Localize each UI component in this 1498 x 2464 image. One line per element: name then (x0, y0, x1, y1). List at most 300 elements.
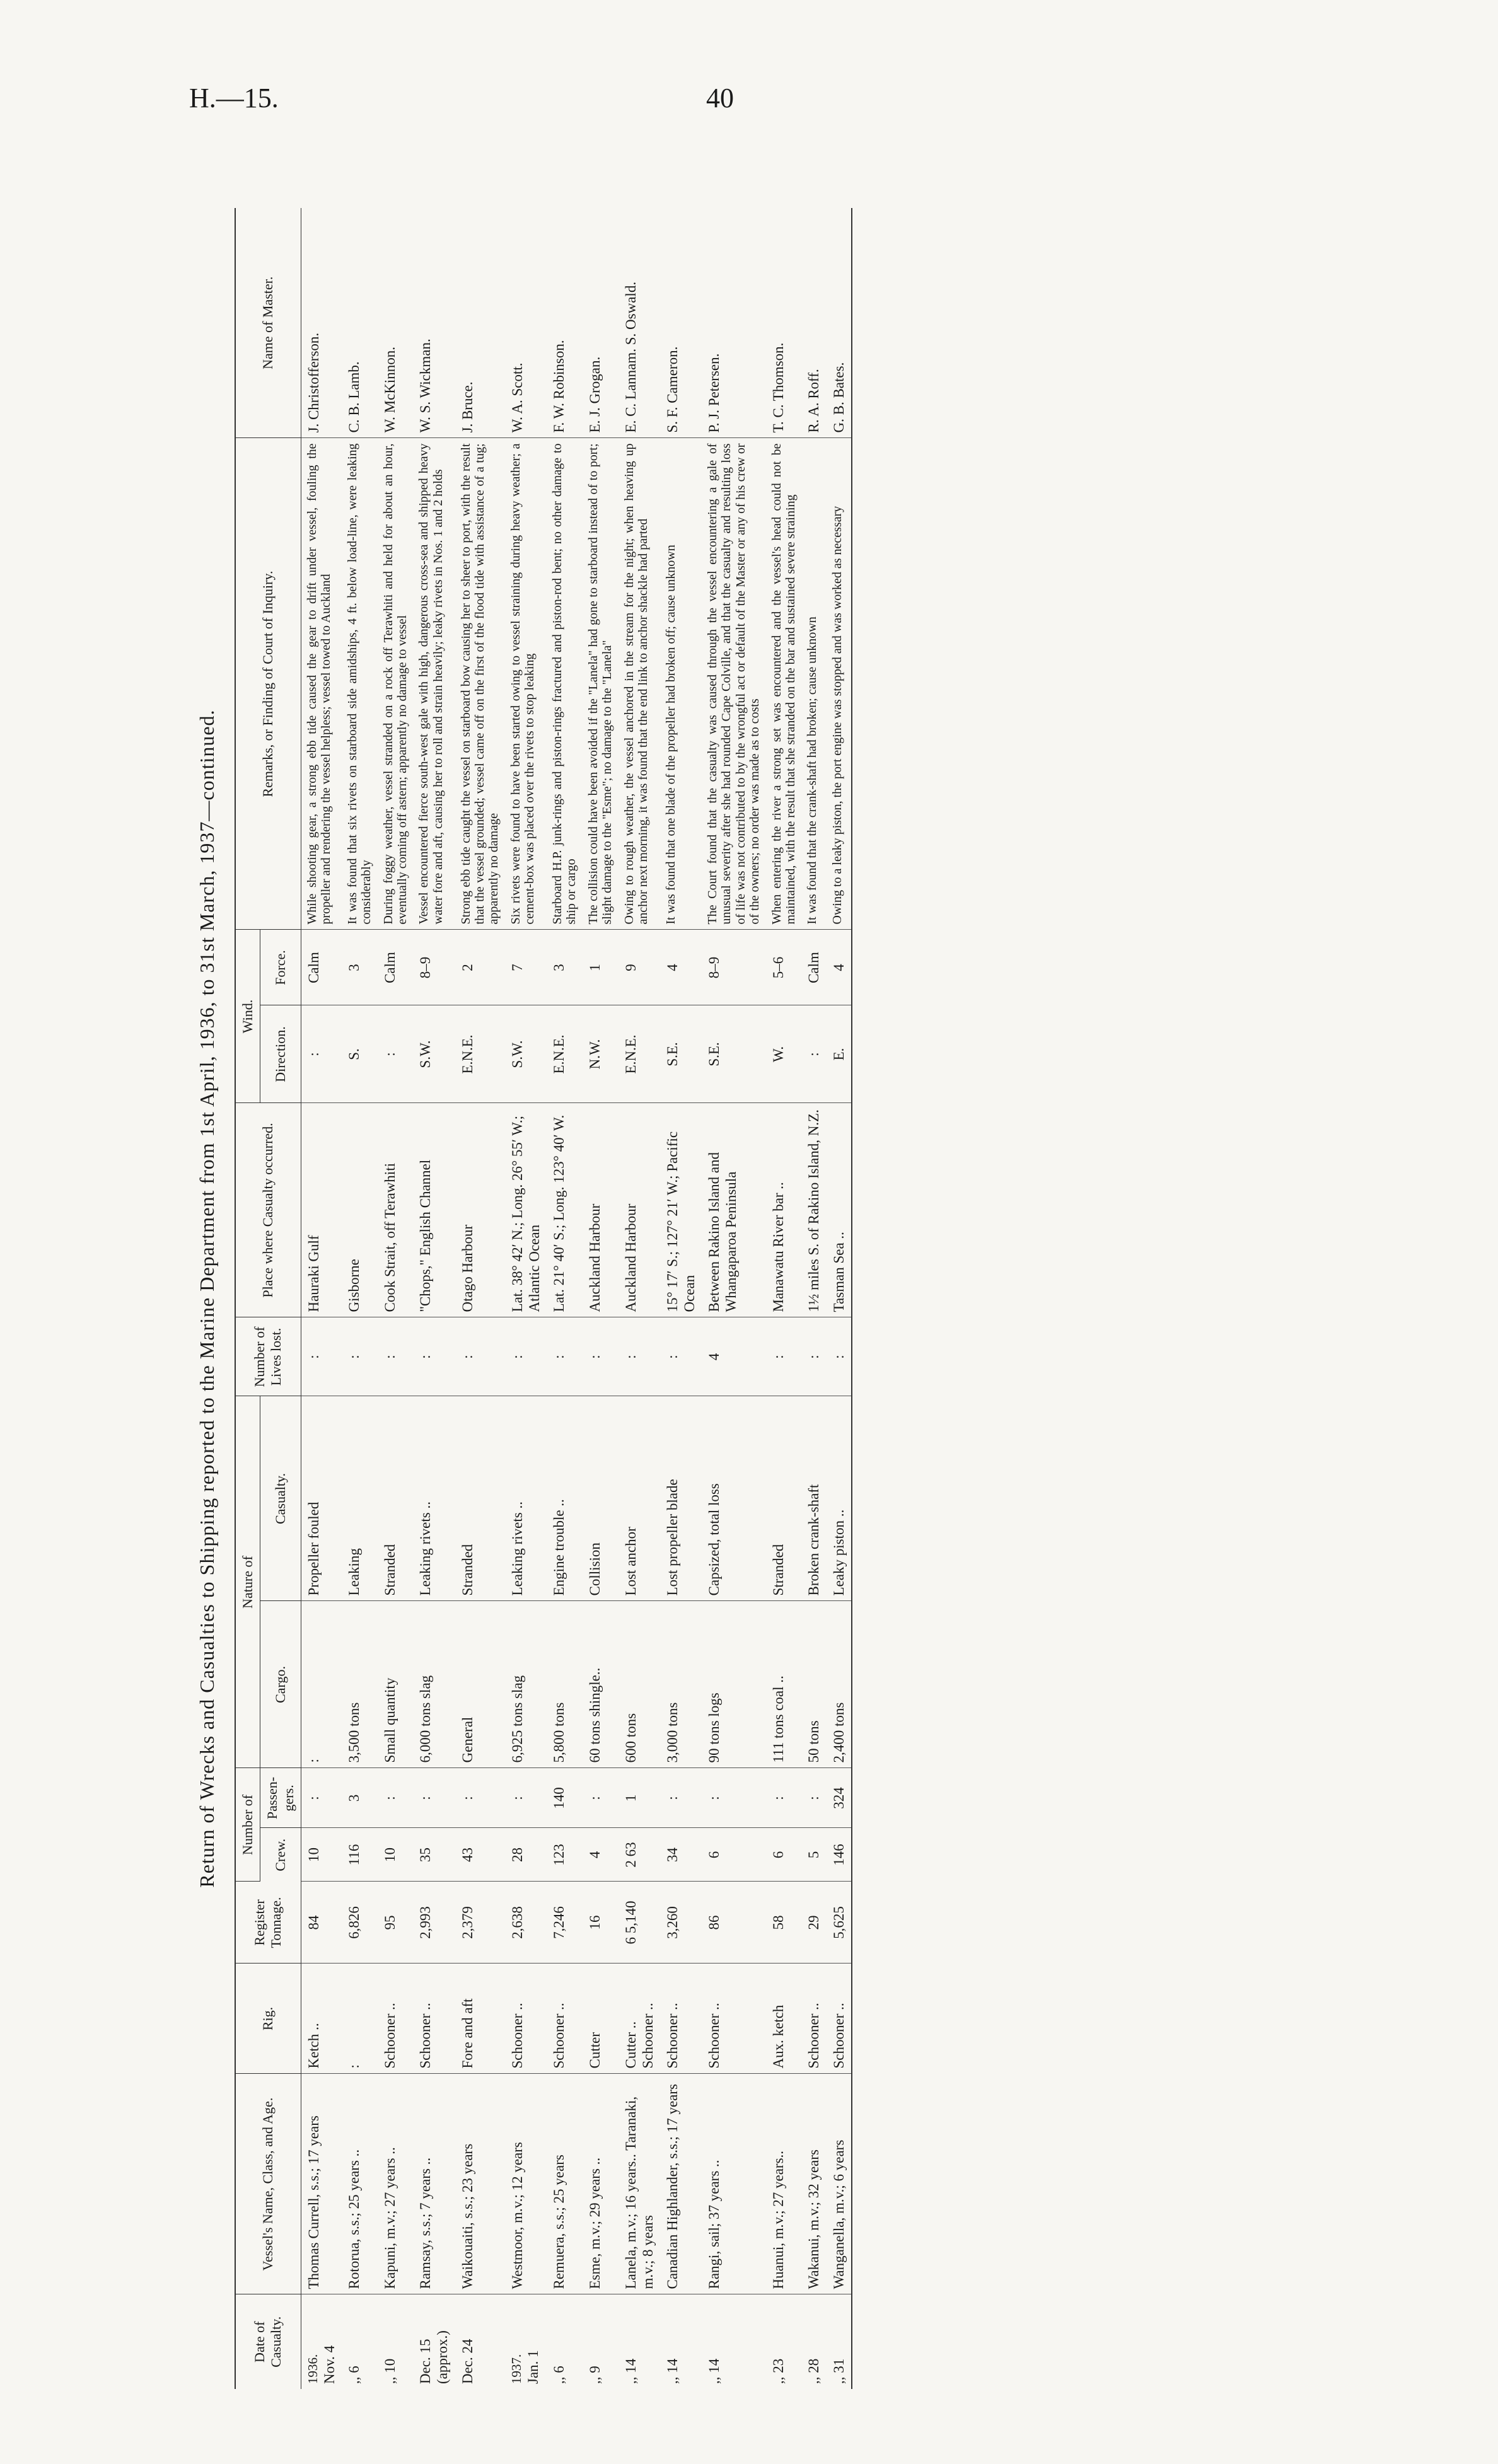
cell-rig (827, 1964, 852, 2074)
cell-wind-force-text: 8–9 (417, 956, 434, 979)
cell-wind-force (801, 930, 826, 1005)
cell-vessel-text: Canadian Highlander, s.s.; 17 years (664, 2084, 680, 2289)
cell-wind-direction-text: W. (770, 1046, 786, 1063)
cell-tonnage (342, 1882, 378, 1964)
table-row (583, 208, 618, 2389)
cell-rig-text: Ketch .. (305, 2023, 322, 2069)
cell-date-text: ,, 28 (806, 2358, 822, 2384)
cell-place-text: Gisborne (345, 1259, 362, 1312)
cell-remarks-text: The Court found that the casualty was caused through the vessel encountering a gale of unusual severity after she had rounded Cape Colville, and that the casualty and resulting loss of life was not contributed to by the wrongful act or default of the Master or any of his crew or of the owners; no order was made as to costs (705, 443, 762, 925)
cell-date-text: ,, 6 (345, 2366, 362, 2384)
cell-cargo (583, 1601, 618, 1768)
cell-passengers (660, 1768, 702, 1828)
cell-rig (342, 1964, 378, 2074)
cell-casualty-text: Lost anchor (622, 1527, 639, 1596)
cell-tonnage (505, 1882, 547, 1964)
cell-lives-text: : (664, 1355, 680, 1359)
table-row (801, 208, 826, 2389)
cell-passengers (505, 1768, 547, 1828)
cell-cargo-text: 5,800 tons (550, 1702, 567, 1763)
cell-passengers-text: : (706, 1796, 723, 1800)
cell-master (801, 208, 826, 438)
cell-remarks-text: Owing to rough weather, the vessel anchored in the stream for the night; when heaving up anchor next morning, it was found that the end link to anchor shackle had parted (622, 443, 650, 925)
table-row (301, 208, 341, 2389)
cell-remarks-text: Owing to a leaky piston, the port engine was stopped and was worked as necessary (830, 506, 844, 925)
cell-passengers-text: 3 (345, 1794, 362, 1802)
cell-cargo-text: 3,000 tons (664, 1702, 680, 1763)
cell-passengers-text: : (381, 1796, 398, 1800)
cell-lives (583, 1317, 618, 1396)
cell-place-text: Tasman Sea .. (830, 1232, 847, 1312)
cell-lives (378, 1317, 414, 1396)
cell-cargo-text: 6,000 tons slag (417, 1675, 434, 1763)
cell-wind-direction (660, 1005, 702, 1103)
cell-lives-text: : (830, 1355, 847, 1359)
cell-cargo (766, 1601, 802, 1768)
cell-place (583, 1103, 618, 1317)
cell-cargo-text: 3,500 tons (345, 1702, 362, 1763)
cell-lives (660, 1317, 702, 1396)
cell-rig-text: : (345, 2064, 362, 2069)
cell-vessel (342, 2074, 378, 2294)
cell-crew (583, 1828, 618, 1882)
cell-lives-text: : (459, 1355, 475, 1359)
cell-casualty (660, 1396, 702, 1601)
cell-crew (766, 1828, 802, 1882)
cell-remarks (413, 438, 455, 930)
cell-tonnage-text: 7,246 (550, 1906, 567, 1939)
cell-date-text: ,, 14 (664, 2358, 680, 2384)
cell-casualty-text: Stranded (381, 1544, 398, 1596)
cell-rig-text: Schooner .. (706, 2003, 723, 2069)
cell-casualty-text: Leaking rivets .. (417, 1501, 434, 1596)
casualties-table (235, 208, 852, 2389)
cell-lives (547, 1317, 583, 1396)
cell-tonnage (660, 1882, 702, 1964)
cell-passengers-text: : (806, 1796, 822, 1800)
cell-wind-direction (801, 1005, 826, 1103)
cell-place (827, 1103, 852, 1317)
cell-wind-direction-text: : (806, 1052, 822, 1056)
cell-place-text: Lat. 21° 40′ S.; Long. 123° 40′ W. (550, 1114, 567, 1312)
cell-wind-force (301, 930, 341, 1005)
cell-date-text: Dec. 15 (approx.) (417, 2330, 451, 2384)
cell-lives-text: : (381, 1355, 398, 1359)
cell-crew (702, 1828, 766, 1882)
cell-cargo-text: Small quantity (381, 1677, 398, 1763)
cell-wind-direction (583, 1005, 618, 1103)
cell-crew-text: 146 (830, 1844, 847, 1866)
cell-wind-direction (413, 1005, 455, 1103)
cell-rig (801, 1964, 826, 2074)
cell-casualty-text: Stranded (770, 1544, 786, 1596)
cell-vessel-text: Rangi, sail; 37 years .. (706, 2160, 723, 2289)
cell-lives (827, 1317, 852, 1396)
cell-passengers-text: : (305, 1796, 322, 1800)
cell-wind-direction-text: E.N.E. (550, 1034, 567, 1074)
cell-remarks (301, 438, 341, 930)
cell-wind-direction-text: S.W. (509, 1040, 525, 1068)
cell-remarks-text: Starboard H.P. junk-rings and piston-rings fractured and piston-rod bent; no other damage to ship or cargo (550, 443, 579, 925)
cell-tonnage (702, 1882, 766, 1964)
cell-remarks (505, 438, 547, 930)
cell-wind-direction (342, 1005, 378, 1103)
cell-place-text: Between Rakino Island and Whangaparoa Peninsula (706, 1152, 740, 1312)
cell-wind-direction-text: : (305, 1052, 322, 1056)
cell-wind-direction (455, 1005, 505, 1103)
col-header-remarks: Remarks, or Finding of Court of Inquiry. (235, 438, 301, 930)
table-body (301, 208, 851, 2389)
cell-passengers-text: : (770, 1796, 786, 1800)
cell-rig-text: Schooner .. (381, 2003, 398, 2069)
cell-crew-text: 4 (586, 1851, 603, 1859)
cell-crew-text: 116 (345, 1844, 362, 1866)
cell-casualty (801, 1396, 826, 1601)
cell-wind-force (505, 930, 547, 1005)
cell-wind-force-text: Calm (305, 952, 322, 983)
table-row (342, 208, 378, 2389)
cell-remarks (827, 438, 852, 930)
cell-master (342, 208, 378, 438)
cell-place-text: Auckland Harbour (622, 1203, 639, 1312)
cell-date-text: ,, 14 (622, 2358, 639, 2384)
cell-date (413, 2294, 455, 2389)
cell-vessel-text: Westmoor, m.v.; 12 years (509, 2142, 525, 2289)
cell-tonnage-text: 86 (706, 1915, 723, 1930)
cell-passengers-text: : (509, 1796, 525, 1800)
cell-cargo-text: 2,400 tons (830, 1702, 847, 1763)
cell-lives (702, 1317, 766, 1396)
cell-master-text: P. J. Petersen. (706, 353, 723, 433)
cell-date (583, 2294, 618, 2389)
cell-date (505, 2294, 547, 2389)
cell-lives (801, 1317, 826, 1396)
page-number: 40 (706, 83, 734, 113)
cell-tonnage (766, 1882, 802, 1964)
col-header-date: Date of Casualty. (235, 2294, 301, 2389)
cell-passengers (413, 1768, 455, 1828)
cell-cargo (702, 1601, 766, 1768)
cell-wind-direction-text: S.E. (706, 1042, 723, 1067)
cell-wind-force (547, 930, 583, 1005)
cell-passengers (301, 1768, 341, 1828)
cell-date-text: ,, 9 (586, 2366, 603, 2384)
cell-master (413, 208, 455, 438)
cell-passengers-text: 324 (830, 1787, 847, 1809)
cell-vessel (702, 2074, 766, 2294)
cell-passengers (801, 1768, 826, 1828)
table-row (827, 208, 852, 2389)
cell-remarks (378, 438, 414, 930)
cell-cargo (378, 1601, 414, 1768)
cell-lives-text: : (770, 1355, 786, 1359)
cell-remarks (342, 438, 378, 930)
cell-rig-text: Schooner .. (509, 2003, 525, 2069)
cell-cargo (547, 1601, 583, 1768)
cell-remarks-text: The collision could have been avoided if the "Lanela" had gone to starboard instead of to port; slight damage to the "Esme"; no damage to the "Lanela" (586, 443, 615, 925)
cell-passengers (827, 1768, 852, 1828)
cell-casualty (583, 1396, 618, 1601)
col-header-lives: Number of Lives lost. (235, 1317, 301, 1396)
cell-date (801, 2294, 826, 2389)
cell-wind-direction (827, 1005, 852, 1103)
cell-passengers (583, 1768, 618, 1828)
cell-cargo-text: 600 tons (622, 1713, 639, 1763)
cell-date (378, 2294, 414, 2389)
cell-wind-force-text: Calm (806, 952, 822, 983)
cell-vessel-text: Waikouaiti, s.s.; 23 years (459, 2143, 475, 2289)
cell-wind-force-text: 7 (509, 964, 525, 971)
cell-place-text: Hauraki Gulf (305, 1235, 322, 1312)
cell-rig-text: Schooner .. (550, 2003, 567, 2069)
cell-tonnage-text: 29 (806, 1915, 822, 1930)
table-row (618, 208, 660, 2389)
cell-crew (618, 1828, 660, 1882)
cell-vessel (618, 2074, 660, 2294)
cell-tonnage-text: 6 5,140 (622, 1900, 639, 1945)
col-header-cargo: Cargo. (260, 1601, 301, 1768)
cell-cargo (618, 1601, 660, 1768)
cell-date (660, 2294, 702, 2389)
cell-wind-force-text: 5–6 (770, 956, 786, 979)
cell-wind-force-text: 8–9 (706, 956, 723, 979)
cell-place-text: Cook Strait, off Terawhiti (381, 1163, 398, 1312)
cell-place-text: Auckland Harbour (586, 1203, 603, 1312)
table-row (660, 208, 702, 2389)
cell-crew (801, 1828, 826, 1882)
cell-tonnage-text: 5,625 (830, 1906, 847, 1939)
cell-place (547, 1103, 583, 1317)
cell-remarks (766, 438, 802, 930)
cell-wind-force (702, 930, 766, 1005)
cell-casualty (413, 1396, 455, 1601)
cell-place-text: Otago Harbour (459, 1224, 475, 1312)
cell-rig (378, 1964, 414, 2074)
cell-tonnage-text: 84 (305, 1915, 322, 1930)
cell-master (301, 208, 341, 438)
cell-date (702, 2294, 766, 2389)
cell-tonnage (455, 1882, 505, 1964)
cell-wind-direction-text: S.E. (664, 1042, 680, 1067)
cell-master-text: W. A. Scott. (509, 362, 525, 433)
cell-date-text: ,, 31 (830, 2358, 847, 2384)
col-header-master: Name of Master. (235, 208, 301, 438)
cell-crew-text: 6 (706, 1851, 723, 1859)
cell-master-text: F. W. Robinson. (550, 340, 567, 433)
cell-vessel-text: Kapuni, m.v.; 27 years .. (381, 2147, 398, 2289)
cell-casualty-text: Collision (586, 1542, 603, 1596)
cell-rig-text: Schooner .. (806, 2003, 822, 2069)
cell-crew-text: 34 (664, 1848, 680, 1862)
cell-remarks (801, 438, 826, 930)
cell-master-text: J. Christofferson. (305, 332, 322, 433)
cell-date-text: ,, 10 (381, 2358, 398, 2384)
cell-casualty (301, 1396, 341, 1601)
cell-casualty-text: Stranded (459, 1544, 475, 1596)
cell-lives (455, 1317, 505, 1396)
cell-vessel-text: Lanela, m.v.; 16 years.. Taranaki, m.v.; 8 years (622, 2096, 656, 2289)
cell-passengers (618, 1768, 660, 1828)
cell-place-text: Lat. 38° 42′ N.; Long. 26° 55′ W.; Atlantic Ocean (509, 1116, 542, 1312)
cell-master (827, 208, 852, 438)
cell-master (547, 208, 583, 438)
cell-cargo (455, 1601, 505, 1768)
cell-wind-direction (547, 1005, 583, 1103)
table-row (505, 208, 547, 2389)
cell-crew-text: 5 (806, 1851, 822, 1859)
cell-tonnage (827, 1882, 852, 1964)
cell-remarks-text: During foggy weather, vessel stranded on a rock off Terawhiti and held for about an hour, eventually coming off astern; apparently no damage to vessel (381, 443, 409, 925)
cell-place (378, 1103, 414, 1317)
cell-master-text: W. S. Wickman. (417, 338, 434, 433)
cell-rig-text: Cutter (586, 2032, 603, 2069)
cell-crew-text: 10 (381, 1848, 398, 1862)
cell-rig (618, 1964, 660, 2074)
cell-tonnage (801, 1882, 826, 1964)
cell-wind-direction-text: : (381, 1052, 398, 1056)
cell-crew (547, 1828, 583, 1882)
cell-vessel (766, 2074, 802, 2294)
cell-date-text: Jan. 1 (525, 2350, 541, 2384)
cell-casualty-text: Lost propeller blade (664, 1479, 680, 1596)
col-header-number-of: Number of (235, 1768, 260, 1882)
cell-place (342, 1103, 378, 1317)
cell-master (702, 208, 766, 438)
cell-remarks (455, 438, 505, 930)
cell-cargo (827, 1601, 852, 1768)
cell-tonnage-text: 95 (381, 1915, 398, 1930)
cell-tonnage-text: 2,379 (459, 1906, 475, 1939)
col-header-vessel: Vessel's Name, Class, and Age. (235, 2074, 301, 2294)
cell-wind-force-text: 3 (345, 964, 362, 971)
cell-crew (505, 1828, 547, 1882)
cell-cargo-text: 50 tons (806, 1720, 822, 1763)
cell-date (618, 2294, 660, 2389)
cell-lives-text: : (550, 1355, 567, 1359)
cell-crew (378, 1828, 414, 1882)
document-series-header: H.—15. (189, 83, 279, 113)
cell-casualty (378, 1396, 414, 1601)
cell-casualty-text: Leaking rivets .. (509, 1501, 525, 1596)
cell-casualty (505, 1396, 547, 1601)
cell-lives (301, 1317, 341, 1396)
cell-wind-force-text: 4 (664, 964, 680, 971)
cell-year: 1936. (305, 2354, 320, 2384)
cell-place-text: 15° 17′ S.; 127° 21′ W.; Pacific Ocean (664, 1131, 697, 1312)
cell-tonnage (547, 1882, 583, 1964)
cell-crew (827, 1828, 852, 1882)
cell-rig (301, 1964, 341, 2074)
cell-vessel-text: Ramsay, s.s.; 7 years .. (417, 2157, 434, 2289)
cell-date (766, 2294, 802, 2389)
cell-cargo-text: : (305, 1759, 322, 1763)
cell-wind-force (455, 930, 505, 1005)
cell-cargo-text: 111 tons coal .. (770, 1675, 786, 1763)
cell-wind-direction (505, 1005, 547, 1103)
cell-passengers-text: 1 (622, 1794, 639, 1802)
cell-remarks-text: Strong ebb tide caught the vessel on starboard bow causing her to sheer to port, with the result that the vessel grounded; vessel came off on the first of the flood tide with assistance of a tug; apparently no damage (458, 443, 501, 925)
cell-wind-force-text: Calm (381, 952, 398, 983)
cell-lives-text: : (345, 1355, 362, 1359)
col-header-nature-of: Nature of (235, 1396, 260, 1768)
cell-passengers-text: : (664, 1796, 680, 1800)
cell-lives (766, 1317, 802, 1396)
table-row (766, 208, 802, 2389)
cell-remarks-text: It was found that the crank-shaft had broken; cause unknown (805, 616, 820, 925)
cell-date (301, 2294, 341, 2389)
cell-passengers (766, 1768, 802, 1828)
cell-date-text: Dec. 24 (459, 2339, 475, 2384)
cell-crew-text: 123 (550, 1844, 567, 1866)
cell-tonnage-text: 16 (586, 1915, 603, 1930)
cell-casualty (702, 1396, 766, 1601)
cell-wind-force (660, 930, 702, 1005)
cell-date (827, 2294, 852, 2389)
cell-rig-text: Schooner .. (417, 2003, 434, 2069)
cell-crew-text: 2 63 (622, 1842, 639, 1868)
cell-tonnage-text: 6,826 (345, 1906, 362, 1939)
cell-lives-text: : (509, 1355, 525, 1359)
cell-casualty-text: Capsized, total loss (706, 1483, 723, 1596)
cell-wind-direction (301, 1005, 341, 1103)
cell-wind-direction-text: E. (830, 1048, 847, 1061)
cell-wind-direction-text: E.N.E. (459, 1034, 475, 1074)
cell-date-text: ,, 6 (550, 2366, 567, 2384)
cell-wind-force-text: 4 (830, 964, 847, 971)
cell-passengers-text: : (417, 1796, 434, 1800)
cell-vessel-text: Wakanui, m.v.; 32 years (806, 2149, 822, 2289)
cell-tonnage (618, 1882, 660, 1964)
cell-wind-direction (702, 1005, 766, 1103)
col-header-direction: Direction. (260, 1005, 301, 1103)
cell-place (413, 1103, 455, 1317)
cell-wind-force (342, 930, 378, 1005)
cell-vessel (660, 2074, 702, 2294)
cell-place-text: Manawatu River bar .. (770, 1182, 786, 1312)
cell-tonnage-text: 2,993 (417, 1906, 434, 1939)
cell-crew (660, 1828, 702, 1882)
cell-passengers-text: 140 (550, 1787, 567, 1809)
cell-casualty (827, 1396, 852, 1601)
cell-remarks (583, 438, 618, 930)
cell-remarks-text: It was found that six rivets on starboard side amidships, 4 ft. below load-line, were leaking considerably (345, 443, 374, 925)
cell-vessel (455, 2074, 505, 2294)
cell-remarks-text: Vessel encountered fierce south-west gale with high, dangerous cross-sea and shipped heavy water fore and aft, causing her to roll and strain heavily; leaky rivets in Nos. 1 and 2 holds (417, 443, 445, 925)
col-header-passengers: Passen-gers. (260, 1768, 301, 1828)
cell-casualty-text: Leaky piston .. (830, 1509, 847, 1596)
cell-cargo (342, 1601, 378, 1768)
cell-master (455, 208, 505, 438)
cell-cargo (801, 1601, 826, 1768)
cell-master-text: E. C. Lannam. S. Oswald. (622, 281, 639, 433)
cell-wind-direction-text: E.N.E. (622, 1034, 639, 1074)
cell-master-text: G. B. Bates. (830, 362, 847, 433)
cell-wind-direction-text: S. (345, 1048, 362, 1060)
cell-place (455, 1103, 505, 1317)
cell-cargo-text: 60 tons shingle.. (586, 1667, 603, 1763)
cell-lives-text: : (806, 1355, 822, 1359)
col-header-force: Force. (260, 930, 301, 1005)
table-row (413, 208, 455, 2389)
cell-vessel-text: Wanganella, m.v.; 6 years (830, 2139, 847, 2289)
cell-wind-force (583, 930, 618, 1005)
cell-cargo-text: 6,925 tons slag (509, 1675, 525, 1763)
cell-date-text: ,, 23 (770, 2358, 786, 2384)
cell-date (342, 2294, 378, 2389)
cell-remarks-text: While shooting gear, a strong ebb tide caused the gear to drift under vessel, fouling the propeller and rendering the vessel helpless; vessel towed to Auckland (305, 443, 334, 925)
col-header-wind: Wind. (235, 930, 260, 1103)
cell-lives-text: : (417, 1355, 434, 1359)
